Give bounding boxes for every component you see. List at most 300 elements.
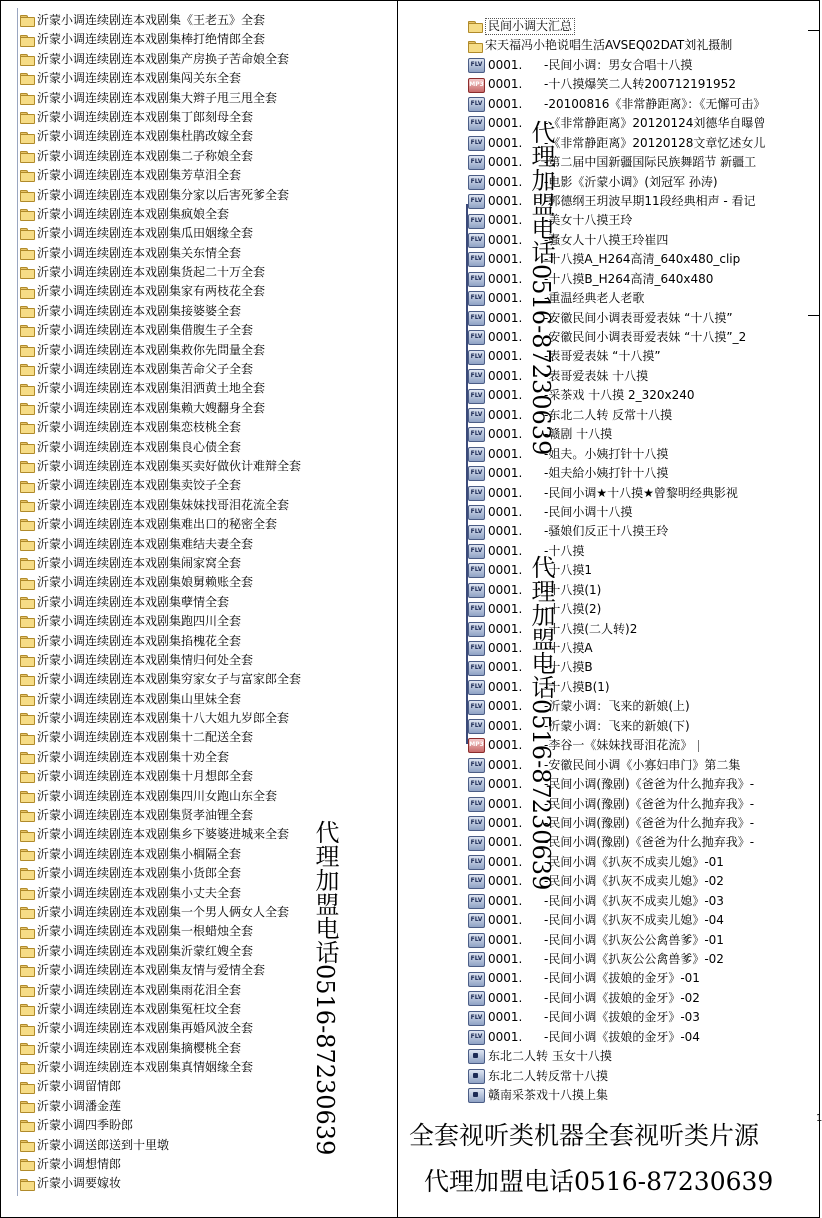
file-item[interactable]	[468, 250, 808, 269]
file-title: -十八摸B(1)	[544, 679, 610, 694]
flv-file-icon	[468, 194, 485, 209]
file-number: 0001.	[488, 368, 523, 383]
file-item[interactable]	[468, 872, 808, 891]
folder-icon	[20, 461, 35, 472]
folder-label: 沂蒙小调连续剧连本戏剧集泪洒黄土地全套	[37, 381, 266, 396]
folder-label: 沂蒙小调潘金莲	[37, 1098, 122, 1113]
watermark-phone: 代理加盟电话0516-87230639	[527, 555, 555, 891]
folder-item[interactable]	[20, 69, 356, 88]
file-item[interactable]	[468, 853, 808, 872]
folder-label: 沂蒙小调连续剧连本戏剧集闹家窝全套	[37, 555, 242, 570]
file-item[interactable]	[468, 522, 808, 541]
file-item[interactable]	[468, 795, 808, 814]
folder-label: 沂蒙小调连续剧连本戏剧集摘樱桃全套	[37, 1040, 242, 1055]
file-number: 0001.	[488, 135, 523, 150]
file-item[interactable]	[468, 211, 808, 230]
file-item[interactable]	[468, 639, 808, 658]
file-title: -民间小调：男女合唱十八摸	[544, 57, 693, 72]
folder-item[interactable]	[20, 205, 356, 224]
folder-label: 沂蒙小调四季盼郎	[37, 1118, 134, 1133]
folder-label: 沂蒙小调连续剧连本戏剧集瓜田姻缘全套	[37, 226, 254, 241]
folder-item[interactable]	[20, 89, 356, 108]
folder-item[interactable]	[20, 186, 356, 205]
flv-file-icon	[468, 389, 485, 404]
folder-item[interactable]	[20, 767, 356, 786]
folder-icon	[20, 1179, 35, 1190]
folder-item[interactable]	[20, 845, 356, 864]
file-item[interactable]	[468, 386, 808, 405]
flv-file-icon	[468, 369, 485, 384]
folder-item[interactable]	[20, 476, 356, 495]
folder-item[interactable]	[20, 573, 356, 592]
folder-label: 沂蒙小调连续剧连本戏剧集难结夫妻全套	[37, 536, 254, 551]
folder-icon	[20, 73, 35, 84]
flv-file-icon	[468, 350, 485, 365]
folder-icon	[20, 733, 35, 744]
file-item[interactable]	[468, 1028, 808, 1047]
folder-label: 沂蒙小调连续剧连本戏剧集丁郎刻母全套	[37, 109, 254, 124]
folder-icon	[20, 752, 35, 763]
file-number: 0001.	[488, 1010, 523, 1025]
folder-icon	[20, 93, 35, 104]
folder-label: 沂蒙小调连续剧连本戏剧集救你先問量全套	[37, 342, 266, 357]
file-number: 0001.	[488, 193, 523, 208]
file-title: -沂蒙小调：飞来的新娘(上)	[544, 699, 690, 714]
folder-icon	[20, 636, 35, 647]
file-item[interactable]	[468, 1008, 808, 1027]
folder-icon	[20, 248, 35, 259]
file-item[interactable]	[468, 581, 808, 600]
file-number: 0001.	[488, 388, 523, 403]
flv-file-icon	[468, 58, 485, 73]
file-item[interactable]	[468, 309, 808, 328]
folder-item[interactable]	[20, 806, 356, 825]
file-title: -美女十八摸王玲	[544, 213, 633, 228]
file-number: 0001.	[488, 582, 523, 597]
file-title: -民间小调(豫剧)《爸爸为什么抛弃我》-	[544, 777, 755, 792]
folder-item[interactable]	[20, 787, 356, 806]
text-cursor-mark	[698, 740, 699, 752]
flv-file-icon	[468, 272, 485, 287]
folder-item[interactable]	[20, 224, 356, 243]
folder-icon	[20, 1043, 35, 1054]
flv-file-icon	[468, 797, 485, 812]
file-item[interactable]	[468, 484, 808, 503]
folder-label: 沂蒙小调连续剧连本戏剧集产房换子苦命娘全套	[37, 51, 290, 66]
folder-item[interactable]	[20, 884, 356, 903]
file-number: 0001.	[488, 679, 523, 694]
folder-item[interactable]	[20, 670, 356, 689]
flv-file-icon	[468, 874, 485, 889]
file-item[interactable]	[468, 56, 808, 75]
folder-item[interactable]	[20, 1116, 356, 1135]
folder-item[interactable]	[20, 942, 356, 961]
file-number: 0001.	[488, 621, 523, 636]
file-item[interactable]	[468, 347, 808, 366]
flv-file-icon	[468, 214, 485, 229]
folder-item[interactable]	[20, 244, 356, 263]
folder-item[interactable]	[20, 903, 356, 922]
folder-item[interactable]	[20, 1077, 356, 1096]
file-number: 0001.	[488, 427, 523, 442]
folder-label: 沂蒙小调连续剧连本戏剧集跑四川全套	[37, 614, 242, 629]
file-item[interactable]	[468, 95, 808, 114]
folder-item[interactable]	[20, 709, 356, 728]
folder-icon	[20, 112, 35, 123]
folder-label: 沂蒙小调连续剧连本戏剧集闯关东全套	[37, 71, 242, 86]
file-item[interactable]	[468, 911, 808, 930]
folder-item[interactable]	[20, 632, 356, 651]
file-item[interactable]	[468, 736, 808, 755]
file-item[interactable]	[468, 833, 808, 852]
file-item[interactable]	[468, 173, 808, 192]
file-number: 0001.	[488, 1029, 523, 1044]
folder-item[interactable]	[20, 147, 356, 166]
folder-item[interactable]	[20, 50, 356, 69]
file-number: 0001.	[488, 466, 523, 481]
flv-file-icon	[468, 661, 485, 676]
flv-file-icon	[468, 972, 485, 987]
folder-icon	[20, 810, 35, 821]
file-item[interactable]	[468, 620, 808, 639]
flv-file-icon	[468, 505, 485, 520]
folder-item[interactable]	[20, 438, 356, 457]
folder-icon	[20, 655, 35, 666]
file-item[interactable]	[468, 445, 808, 464]
flv-file-icon	[468, 466, 485, 481]
folder-item[interactable]	[20, 1019, 356, 1038]
flv-file-icon	[468, 758, 485, 773]
file-number: 0001.	[488, 854, 523, 869]
file-item[interactable]	[468, 153, 808, 172]
column-divider	[397, 0, 398, 1218]
folder-item[interactable]	[20, 690, 356, 709]
folder-icon	[20, 558, 35, 569]
folder-item[interactable]	[20, 825, 356, 844]
flv-file-icon	[468, 1011, 485, 1026]
file-number: 0001.	[488, 718, 523, 733]
folder-item[interactable]	[20, 418, 356, 437]
flv-file-icon	[468, 777, 485, 792]
edge-mark: 1	[816, 1113, 822, 1124]
file-title: -民间小调《扒灰不成卖儿媳》-02	[544, 874, 724, 889]
flv-file-icon	[468, 330, 485, 345]
file-number: 0001.	[488, 291, 523, 306]
flv-file-icon	[468, 525, 485, 540]
folder-label: 宋天福冯小艳说唱生活AVSEQ02DAT刘礼摄制	[485, 38, 733, 53]
folder-icon	[20, 597, 35, 608]
folder-item[interactable]	[20, 981, 356, 1000]
folder-item[interactable]	[20, 30, 356, 49]
flv-file-icon	[468, 175, 485, 190]
file-item[interactable]	[468, 289, 808, 308]
folder-label: 沂蒙小调连续剧连本戏剧集苦命父子全套	[37, 362, 254, 377]
folder-item[interactable]	[20, 360, 356, 379]
folder-icon	[20, 403, 35, 414]
folder-label: 沂蒙小调连续剧连本戏剧集十劝全套	[37, 749, 230, 764]
folder-icon	[20, 1024, 35, 1035]
flv-file-icon	[468, 116, 485, 131]
file-item[interactable]	[468, 892, 808, 911]
folder-icon	[20, 35, 35, 46]
file-number: 0001.	[488, 116, 523, 131]
folder-item[interactable]	[20, 864, 356, 883]
file-item[interactable]	[468, 658, 808, 677]
folder-icon	[20, 868, 35, 879]
folder-icon	[20, 965, 35, 976]
file-number: 0001.	[488, 504, 523, 519]
file-title: -郭德纲王玥波早期11段经典相声 - 看记	[544, 193, 756, 208]
folder-icon	[20, 578, 35, 589]
folder-icon	[20, 1101, 35, 1112]
folder-icon	[20, 422, 35, 433]
folder-label: 沂蒙小调连续剧连本戏剧集情归何处全套	[37, 652, 254, 667]
file-title: -十八摸A_H264高清_640x480_clip	[544, 252, 741, 267]
folder-label: 沂蒙小调连续剧连本戏剧集关东情全套	[37, 245, 242, 260]
folder-icon	[20, 519, 35, 530]
file-title: -民间小调《扒灰不成卖儿媳》-03	[544, 893, 724, 908]
file-number: 0001.	[488, 330, 523, 344]
folder-item[interactable]	[20, 593, 356, 612]
video-file-icon	[468, 1069, 485, 1084]
folder-item[interactable]	[20, 1039, 356, 1058]
file-item[interactable]	[468, 464, 808, 483]
file-item[interactable]	[468, 969, 808, 988]
file-title: -十八摸(二人转)2	[544, 621, 638, 636]
flv-file-icon	[468, 680, 485, 695]
file-title: -十八摸A	[544, 641, 593, 655]
folder-item[interactable]	[20, 515, 356, 534]
folder-label: 沂蒙小调连续剧连本戏剧集杜鹃改嫁全套	[37, 129, 254, 144]
folder-item[interactable]	[20, 457, 356, 476]
file-item[interactable]	[468, 542, 808, 561]
folder-label: 民间小调大汇总	[485, 18, 575, 35]
file-title: -民间小调十八摸	[544, 504, 633, 519]
flv-file-icon	[468, 486, 485, 501]
folder-icon	[20, 364, 35, 375]
folder-label: 沂蒙小调连续剧连本戏剧集家有两枝花全套	[37, 284, 266, 299]
folder-item[interactable]	[20, 1058, 356, 1077]
folder-item[interactable]	[20, 922, 356, 941]
folder-icon	[20, 228, 35, 239]
file-title: 东北二人转 玉女十八摸	[488, 1049, 612, 1064]
folder-icon	[20, 539, 35, 550]
folder-icon	[20, 1120, 35, 1131]
file-item[interactable]	[468, 406, 808, 425]
file-title: 赣南采茶戏十八摸上集	[488, 1088, 609, 1103]
file-number: 0001.	[488, 310, 523, 325]
video-file-icon	[468, 1049, 485, 1064]
folder-label: 沂蒙小调连续剧连本戏剧集难出口的秘密全套	[37, 517, 278, 532]
folder-label: 沂蒙小调连续剧连本戏剧集冤枉坟全套	[37, 1001, 242, 1016]
flv-file-icon	[468, 991, 485, 1006]
file-title: -电影《沂蒙小调》(刘冠军 孙涛)	[544, 174, 718, 189]
folder-icon	[20, 1140, 35, 1151]
folder-icon	[20, 1082, 35, 1093]
folder-item[interactable]	[20, 554, 356, 573]
file-number: 0001.	[488, 563, 523, 578]
folder-icon	[20, 985, 35, 996]
file-number: 0001.	[488, 815, 523, 830]
folder-icon	[20, 384, 35, 395]
folder-item[interactable]	[20, 748, 356, 767]
file-item[interactable]	[468, 814, 808, 833]
folder-item[interactable]	[20, 1000, 356, 1019]
folder-label: 沂蒙小调连续剧连本戏剧集娘舅赖账全套	[37, 575, 254, 590]
file-item[interactable]	[468, 775, 808, 794]
folder-label: 沂蒙小调连续剧连本戏剧集良心债全套	[37, 439, 242, 454]
file-item[interactable]	[468, 270, 808, 289]
folder-label: 沂蒙小调连续剧连本戏剧集四川女跑山东全套	[37, 788, 278, 803]
file-number: 0001.	[488, 155, 523, 170]
flv-file-icon	[468, 408, 485, 423]
folder-item[interactable]	[20, 961, 356, 980]
folder-item[interactable]	[20, 379, 356, 398]
file-title: -民间小调《拔娘的金牙》-01	[544, 971, 700, 986]
file-number: 0001.	[488, 971, 523, 986]
file-item[interactable]	[468, 367, 808, 386]
folder-icon	[20, 1004, 35, 1015]
folder-item[interactable]	[20, 1174, 356, 1193]
file-title: -表哥爱表妹 十八摸	[544, 368, 649, 383]
file-title: -十八摸(1)	[544, 582, 602, 597]
file-item[interactable]	[468, 425, 808, 444]
file-title: -沂蒙小调：飞来的新娘(下)	[544, 718, 690, 733]
file-item[interactable]	[468, 192, 808, 211]
folder-item[interactable]	[20, 321, 356, 340]
folder-item[interactable]	[20, 1136, 356, 1155]
folder-icon	[20, 15, 35, 26]
folder-icon	[20, 209, 35, 220]
folder-label: 沂蒙小调连续剧连本戏剧集《王老五》全套	[37, 13, 266, 27]
folder-icon	[468, 41, 483, 52]
folder-label: 沂蒙小调连续剧连本戏剧集小榈隔全套	[37, 846, 242, 861]
flv-file-icon	[468, 622, 485, 637]
file-title: -民间小调(豫剧)《爸爸为什么抛弃我》-	[544, 835, 755, 850]
folder-item[interactable]	[20, 127, 356, 146]
file-item[interactable]	[468, 717, 808, 736]
folder-item[interactable]	[20, 535, 356, 554]
file-number: 0001.	[488, 174, 523, 189]
file-title: -第二届中国新疆国际民族舞蹈节 新疆工	[544, 155, 757, 170]
file-number: 0001.	[488, 602, 523, 617]
folder-item[interactable]	[20, 166, 356, 185]
file-item[interactable]	[468, 931, 808, 950]
folder-item[interactable]	[20, 341, 356, 360]
folder-icon	[20, 267, 35, 278]
file-title: -十八摸爆笑二人转200712191952	[544, 77, 736, 92]
file-title: -《非常静距离》20120124刘德华自曝曾	[544, 116, 766, 131]
video-file-item[interactable]	[468, 1047, 808, 1066]
folder-icon	[20, 907, 35, 918]
folder-item[interactable]	[20, 302, 356, 321]
file-item[interactable]	[468, 756, 808, 775]
file-item[interactable]	[468, 950, 808, 969]
flv-file-icon	[468, 291, 485, 306]
right-file-list	[468, 17, 808, 1106]
file-number: 0001.	[488, 543, 523, 558]
flv-file-icon	[468, 894, 485, 909]
folder-icon	[20, 888, 35, 899]
file-item[interactable]	[468, 561, 808, 580]
flv-file-icon	[468, 836, 485, 851]
tree-guide-line	[17, 8, 18, 1196]
folder-label: 沂蒙小调连续剧连本戏剧集小丈夫全套	[37, 885, 242, 900]
file-title: -东北二人转 反常十八摸	[544, 407, 673, 422]
file-number: 0001.	[488, 57, 523, 72]
folder-item[interactable]	[468, 17, 808, 36]
folder-label: 沂蒙小调连续剧连本戏剧集乡下婆婆进城来全套	[37, 827, 290, 842]
watermark-phone: 代理加盟电话0516-87230639	[527, 120, 555, 456]
folder-icon	[20, 132, 35, 143]
video-file-item[interactable]	[468, 1067, 808, 1086]
folder-icon	[20, 170, 35, 181]
folder-item[interactable]	[20, 612, 356, 631]
file-item[interactable]	[468, 134, 808, 153]
flv-file-icon	[468, 1030, 485, 1045]
folder-item[interactable]	[20, 263, 356, 282]
file-item[interactable]	[468, 600, 808, 619]
file-item[interactable]	[468, 678, 808, 697]
file-number: 0001.	[488, 990, 523, 1005]
folder-item[interactable]	[20, 496, 356, 515]
file-item[interactable]	[468, 75, 808, 94]
file-title: -《非常静距离》20120128文章忆述女儿	[544, 135, 766, 150]
folder-icon	[20, 345, 35, 356]
folder-icon	[20, 713, 35, 724]
file-item[interactable]	[468, 503, 808, 522]
file-number: 0001.	[488, 913, 523, 928]
folder-label: 沂蒙小调连续剧连本戏剧集棒打绝情郎全套	[37, 32, 266, 47]
folder-label: 沂蒙小调连续剧连本戏剧集货起二十万全套	[37, 265, 266, 280]
file-number: 0001.	[488, 77, 523, 92]
file-title: -安徽民间小调表哥爱表妹 “十八摸”	[544, 310, 733, 325]
file-item[interactable]	[468, 328, 808, 347]
folder-item[interactable]	[20, 1155, 356, 1174]
folder-label: 沂蒙小调连续剧连本戏剧集友情与爱情全套	[37, 963, 266, 978]
folder-label: 沂蒙小调连续剧连本戏剧集赖大嫂翻身全套	[37, 400, 266, 415]
file-item[interactable]	[468, 231, 808, 250]
folder-item[interactable]	[20, 651, 356, 670]
folder-item[interactable]	[20, 282, 356, 301]
video-file-icon	[468, 1088, 485, 1103]
folder-item[interactable]	[468, 36, 808, 55]
file-title: -民间小调《拔娘的金牙》-04	[544, 1029, 700, 1044]
file-title: -姐夫給小姨打针十八摸	[544, 466, 669, 481]
folder-icon	[20, 791, 35, 802]
file-title: -姐夫。小姨打针十八摸	[544, 446, 669, 461]
file-number: 0001.	[488, 893, 523, 908]
file-item[interactable]	[468, 114, 808, 133]
file-item[interactable]	[468, 989, 808, 1008]
file-number: 0001.	[488, 952, 523, 966]
flv-file-icon	[468, 583, 485, 598]
folder-icon	[20, 616, 35, 627]
folder-item[interactable]	[20, 728, 356, 747]
folder-item[interactable]	[20, 108, 356, 127]
folder-item[interactable]	[20, 1097, 356, 1116]
file-title: -民间小调《扒灰不成卖儿媳》-04	[544, 913, 724, 928]
folder-item[interactable]	[20, 399, 356, 418]
video-file-item[interactable]	[468, 1086, 808, 1105]
file-number: 0001.	[488, 932, 523, 947]
flv-file-icon	[468, 641, 485, 656]
file-item[interactable]	[468, 697, 808, 716]
file-title: -民间小调《扒灰公公禽兽爹》-02	[544, 952, 724, 966]
folder-item[interactable]	[20, 11, 356, 30]
flv-file-icon	[468, 816, 485, 831]
flv-file-icon	[468, 855, 485, 870]
